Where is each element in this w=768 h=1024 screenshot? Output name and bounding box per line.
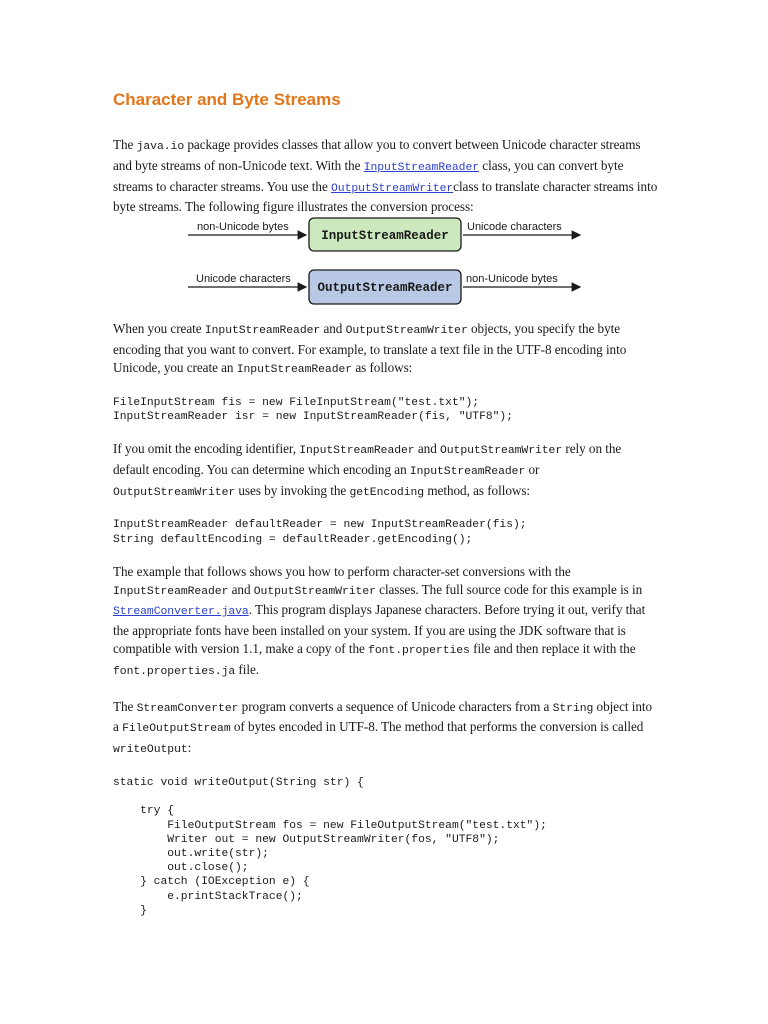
text: objects, you specify the byte encoding that you want to convert. For example, to translate a text file in the UTF-8 encoding into Unicode, you create an xyxy=(113,321,627,375)
inline-code: StreamConverter xyxy=(136,702,239,715)
text: program converts a sequence of Unicode characters from a xyxy=(238,698,553,714)
code-block-3: static void writeOutput(String str) { try { FileOutputStream fos = new FileOutputStream("test.txt"); Writer out = new OutputStreamWriter(fos, "UTF8"); out.write(str); out.close(); } catch (IOException e) { e.printStackTrace(); } xyxy=(113,776,547,917)
inline-code: OutputStreamWriter xyxy=(253,585,376,598)
spacer xyxy=(113,424,658,440)
paragraph-example xyxy=(113,563,658,682)
inline-code: InputStreamReader xyxy=(409,465,526,478)
text: file and then replace it with the xyxy=(469,640,636,656)
text: file. xyxy=(235,661,260,677)
link-inputstreamreader[interactable] xyxy=(364,158,479,173)
diagram-label-unicode-characters-2: Unicode characters xyxy=(196,273,291,286)
text: class to translate character streams into byte streams. The following figure illustrates the conversion process: xyxy=(113,178,658,215)
inline-code: writeOutput xyxy=(113,744,188,757)
text: When you create xyxy=(113,321,205,337)
spacer xyxy=(113,502,658,518)
paragraph-intro xyxy=(113,136,658,216)
link-label: InputStreamReader xyxy=(363,161,480,174)
inline-code: font.properties xyxy=(368,644,470,657)
text: object into a xyxy=(113,698,653,735)
paragraph-default-encoding xyxy=(113,440,658,502)
paragraph-create-readers xyxy=(113,320,658,379)
text: The example that follows shows you how to perform character-set conversions with the xyxy=(113,563,571,579)
text: uses by invoking the xyxy=(235,482,350,498)
text: package provides classes that allow you to convert between Unicode character streams and byte streams of non-Unicode text. With the xyxy=(113,137,641,173)
inline-code: java.io xyxy=(136,141,185,153)
text: or xyxy=(525,461,540,477)
inline-code: OutputStreamWriter xyxy=(345,325,468,338)
text: . This program displays Japanese characters. Before trying it out, verify that the appropriate fonts have been installed on your system. If you are using the JDK software that is compatible with version 1.1, make a copy of the xyxy=(113,602,646,656)
inputstreamreader-box-label: InputStreamReader xyxy=(321,229,449,244)
spacer xyxy=(113,547,658,563)
link-outputstreamwriter[interactable] xyxy=(331,179,453,194)
inline-code: FileOutputStream xyxy=(122,723,231,736)
spacer xyxy=(113,760,658,776)
code-block-1: FileInputStream fis = new FileInputStream("test.txt"); InputStreamReader isr = new InputStreamReader(fis, "UTF8"); xyxy=(113,396,513,423)
inline-code: font.properties.ja xyxy=(113,665,236,678)
inline-code: InputStreamReader xyxy=(236,363,353,376)
link-streamconverter-java[interactable] xyxy=(113,602,249,617)
conversion-diagram xyxy=(113,216,658,316)
text: class, you can convert byte streams to character streams. You use the xyxy=(113,157,624,194)
text: The xyxy=(113,137,137,152)
inline-code: OutputStreamWriter xyxy=(113,486,236,499)
inline-code: getEncoding xyxy=(349,486,425,499)
page-title: Character and Byte Streams xyxy=(113,90,341,109)
diagram-label-nonunicode-bytes-2: non-Unicode bytes xyxy=(466,273,558,286)
text: : xyxy=(187,740,192,756)
diagram-row-output xyxy=(188,270,580,304)
document-content xyxy=(113,88,658,918)
text: as follows: xyxy=(352,359,413,375)
code-block-2: InputStreamReader defaultReader = new InputStreamReader(fis); String defaultEncoding = defaultReader.getEncoding(); xyxy=(113,519,527,546)
paragraph-streamconverter xyxy=(113,698,658,760)
text: of bytes encoded in UTF-8. The method that performs the conversion is called xyxy=(230,719,644,735)
text: classes. The full source code for this example is in xyxy=(375,581,643,597)
inline-code: InputStreamReader xyxy=(299,444,415,457)
text: and xyxy=(414,440,440,456)
diagram-row-input xyxy=(188,218,580,251)
conversion-diagram-svg xyxy=(113,216,658,316)
outputstreamreader-box-label: OutputStreamReader xyxy=(317,281,453,296)
inline-code: InputStreamReader xyxy=(204,325,321,338)
link-label: OutputStreamWriter xyxy=(331,182,454,195)
text: If you omit the encoding identifier, xyxy=(113,440,300,456)
text: method, as follows: xyxy=(424,482,531,498)
spacer xyxy=(113,682,658,698)
text: and xyxy=(320,321,346,337)
diagram-label-unicode-characters-1: Unicode characters xyxy=(467,221,562,234)
link-label: StreamConverter.java xyxy=(113,606,249,619)
text: and xyxy=(228,581,254,597)
inline-code: InputStreamReader xyxy=(113,585,229,598)
inline-code: OutputStreamWriter xyxy=(439,444,563,457)
text: The xyxy=(113,698,137,714)
diagram-label-nonunicode-bytes-1: non-Unicode bytes xyxy=(197,221,289,234)
inline-code: String xyxy=(552,702,594,715)
spacer xyxy=(113,380,658,396)
text: rely on the default encoding. You can determine which encoding an xyxy=(113,440,622,477)
